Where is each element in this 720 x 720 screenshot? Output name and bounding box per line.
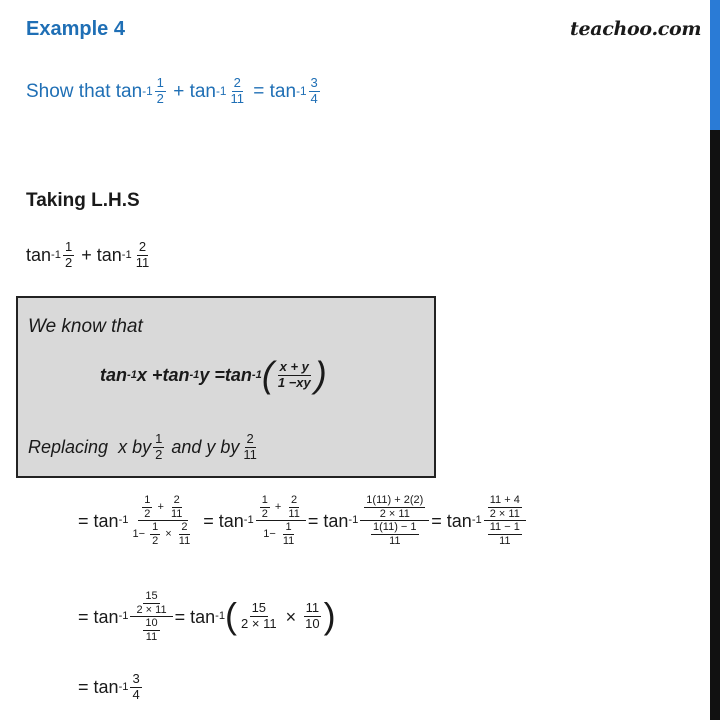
compound-fraction — [360, 494, 429, 548]
numerator: 2 — [233, 75, 241, 90]
times-sign: × — [165, 528, 172, 541]
fraction — [260, 494, 270, 520]
equals-sign: = — [78, 677, 89, 698]
denominator: 4 — [132, 686, 140, 702]
numerator: 2 — [173, 494, 180, 506]
denominator: 2 × 11 — [489, 507, 520, 520]
numerator: 10 — [145, 617, 158, 630]
step-line-2 — [78, 590, 336, 644]
tan-label: tan — [115, 80, 143, 102]
denominator — [139, 617, 163, 643]
denominator — [484, 521, 526, 547]
and-y-by-text: and y by — [171, 437, 240, 458]
equals-sign: = — [431, 510, 442, 531]
tan-label: tan — [269, 80, 297, 102]
tan-label: tan — [224, 365, 252, 386]
numerator: 1 — [144, 494, 151, 506]
denominator: 11 — [178, 534, 191, 547]
times-sign: × — [285, 606, 297, 627]
numerator: 1 — [261, 494, 268, 506]
fraction — [142, 494, 152, 520]
denominator: 2 — [64, 254, 73, 270]
problem-statement — [26, 76, 322, 107]
tan-label: tan — [323, 510, 349, 531]
brand-logo: teachoo.com — [570, 18, 702, 40]
replacing-text: Replacing — [28, 437, 109, 458]
compound-fraction — [130, 494, 196, 548]
fraction — [309, 76, 320, 107]
numerator: 2 — [138, 239, 147, 254]
denominator: 11 — [288, 507, 300, 520]
numerator: 3 — [132, 671, 140, 686]
tan-label: tan — [162, 365, 190, 386]
denominator: 2 — [261, 507, 268, 520]
inverse-sup: -1 — [118, 680, 129, 693]
equals-sign: = — [174, 606, 186, 627]
x-by-text: x by — [118, 437, 152, 458]
numerator: x + y — [279, 359, 309, 374]
right-paren: ) — [314, 354, 327, 396]
fraction — [239, 601, 279, 632]
inverse-sup: -1 — [142, 84, 153, 98]
denominator: 2 × 11 — [379, 507, 410, 520]
denominator: 1 −xy — [277, 374, 311, 390]
fraction — [488, 494, 522, 520]
left-paren: ( — [261, 354, 274, 396]
numerator — [360, 494, 429, 521]
numerator: 11 — [305, 600, 320, 616]
tan-label: tan — [100, 365, 127, 386]
denominator: 11 — [145, 630, 158, 643]
numerator: 1(11) + 2(2) — [366, 494, 424, 506]
numerator: 1 — [156, 75, 164, 90]
tan-label: tan — [93, 606, 119, 627]
fraction — [276, 360, 313, 391]
plus-sign: + — [81, 245, 92, 266]
denominator: 11 — [230, 90, 244, 106]
denominator: 10 — [305, 616, 320, 632]
denominator — [261, 521, 300, 547]
denominator — [130, 521, 196, 547]
denominator: 2 × 11 — [136, 603, 167, 616]
fraction — [371, 521, 419, 547]
numerator: 3 — [310, 75, 318, 90]
numerator — [484, 494, 526, 521]
tan-label: tan — [96, 245, 122, 266]
numerator: 1 — [152, 521, 159, 534]
fraction — [150, 521, 160, 547]
denominator: 11 — [170, 507, 183, 520]
formula-y: y = — [199, 365, 225, 386]
numerator: 15 — [251, 600, 267, 616]
fraction — [303, 601, 321, 632]
tan-label: tan — [93, 510, 119, 531]
denominator: 2 × 11 — [241, 616, 277, 632]
numerator: 1 — [64, 239, 73, 254]
sidebar-accent-bar — [710, 0, 720, 130]
tan-label: tan — [26, 245, 52, 266]
problem-lead: Show that — [26, 80, 111, 102]
inverse-sup: -1 — [127, 368, 137, 381]
inverse-sup: -1 — [51, 248, 61, 261]
inverse-sup: -1 — [121, 248, 132, 261]
fraction — [286, 494, 301, 520]
compound-fraction — [130, 590, 172, 644]
tan-label: tan — [190, 606, 216, 627]
tan-label: tan — [189, 80, 216, 102]
plus-sign: + — [157, 501, 164, 514]
fraction — [488, 521, 522, 547]
denominator: 2 — [144, 507, 151, 520]
step-line-1 — [78, 494, 528, 548]
numerator — [138, 494, 188, 521]
fraction — [241, 432, 259, 463]
numerator: 2 — [181, 521, 188, 534]
denominator: 11 — [499, 534, 511, 547]
formula — [100, 354, 327, 396]
denominator: 2 — [155, 446, 163, 462]
lhs-expression — [26, 240, 153, 271]
numerator: 2 — [291, 494, 298, 506]
replacing-line — [28, 432, 261, 463]
fraction — [364, 494, 425, 520]
numerator: 15 — [145, 590, 158, 602]
denominator: 4 — [310, 90, 318, 106]
fraction — [153, 432, 164, 463]
fraction — [130, 672, 141, 703]
denominator — [367, 521, 423, 547]
compound-fraction — [484, 494, 526, 548]
section-heading: Taking L.H.S — [26, 190, 140, 211]
plus-sign: + — [173, 80, 185, 102]
right-paren: ) — [323, 595, 336, 637]
numerator — [256, 494, 306, 521]
formula-x: x + — [136, 365, 163, 386]
fraction — [177, 521, 192, 547]
numerator: 1(11) − 1 — [373, 521, 417, 534]
fraction — [228, 76, 246, 107]
tan-label: tan — [446, 510, 472, 531]
inverse-sup: -1 — [118, 610, 129, 623]
page-title: Example 4 — [26, 18, 125, 40]
denominator: 11 — [389, 534, 401, 547]
fraction — [169, 494, 184, 520]
fraction — [281, 521, 296, 547]
equals-sign: = — [203, 510, 214, 531]
sidebar-dark-bar — [710, 130, 720, 720]
denominator: 11 — [135, 254, 150, 270]
denominator: 2 — [152, 534, 159, 547]
fraction — [134, 240, 152, 271]
numerator: 1 — [155, 431, 163, 446]
equals-sign: = — [78, 510, 89, 531]
equals-sign: = — [253, 80, 265, 102]
fraction — [63, 240, 74, 271]
equals-sign: = — [78, 606, 89, 627]
inverse-sup: -1 — [215, 610, 226, 623]
numerator — [130, 590, 172, 617]
tan-label: tan — [93, 677, 119, 698]
equals-sign: = — [307, 510, 319, 531]
left-paren: ( — [225, 595, 238, 637]
denominator: 11 — [282, 534, 295, 547]
one-minus: 1− — [132, 528, 146, 541]
numerator: 1 — [285, 521, 292, 534]
inverse-sup: -1 — [348, 514, 359, 527]
we-know-text: We know that — [28, 316, 143, 337]
numerator: 11 − 1 — [489, 521, 520, 534]
inverse-sup: -1 — [118, 514, 129, 527]
inverse-sup: -1 — [471, 514, 482, 527]
inverse-sup: -1 — [243, 514, 254, 527]
compound-fraction — [256, 494, 306, 548]
tan-label: tan — [218, 510, 244, 531]
inverse-sup: -1 — [189, 368, 200, 381]
fraction — [155, 76, 166, 107]
inverse-sup: -1 — [251, 368, 262, 381]
fraction — [134, 590, 168, 616]
plus-sign: + — [274, 501, 282, 514]
numerator: 2 — [246, 431, 254, 446]
denominator: 11 — [243, 446, 257, 462]
step-line-3 — [78, 672, 144, 703]
inverse-sup: -1 — [216, 84, 227, 98]
one-minus: 1− — [263, 528, 276, 541]
inverse-sup: -1 — [296, 84, 307, 98]
numerator: 11 + 4 — [489, 494, 520, 506]
fraction — [143, 617, 159, 643]
denominator: 2 — [156, 90, 164, 106]
